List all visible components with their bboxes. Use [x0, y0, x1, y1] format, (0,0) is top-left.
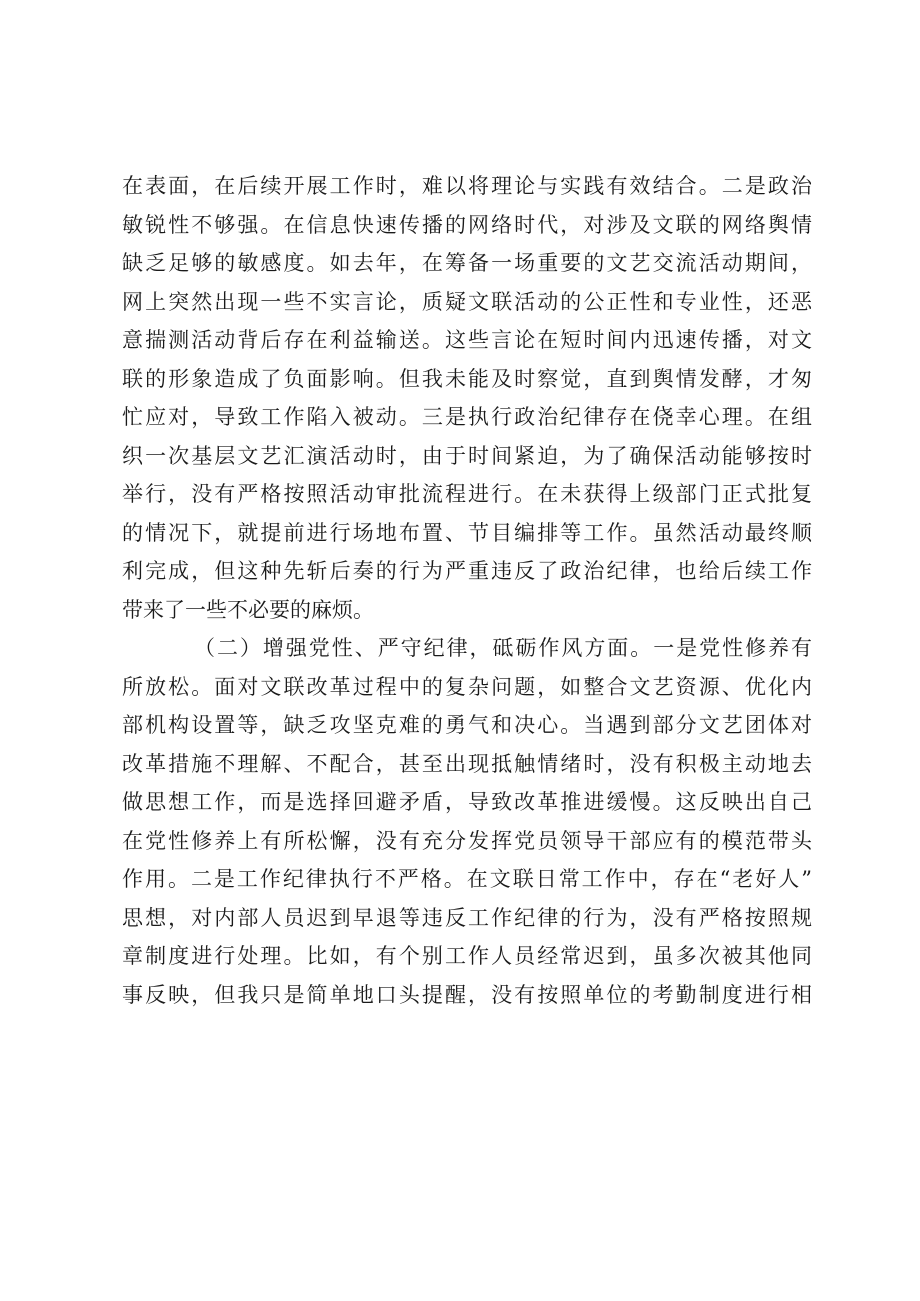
- text-line: 利完成，但这种先斩后奏的行为严重违反了政治纪律，也给后续工作: [122, 559, 812, 583]
- text-line: 缺乏足够的敏感度。如去年，在筹备一场重要的文艺交流活动期间，: [122, 251, 812, 275]
- text-line: 作用。二是工作纪律执行不严格。在文联日常工作中，存在“老好人”: [122, 867, 812, 891]
- text-line: 敏锐性不够强。在信息快速传播的网络时代，对涉及文联的网络舆情: [122, 212, 812, 237]
- text-line: 事反映，但我只是简单地口头提醒，没有按照单位的考勤制度进行相: [122, 982, 812, 1007]
- text-line: 章制度进行处理。比如，有个别工作人员经常迟到，虽多次被其他同: [122, 944, 812, 968]
- text-line: 举行，没有严格按照活动审批流程进行。在未获得上级部门正式批复: [122, 482, 812, 506]
- text-line: 在党性修养上有所松懈，没有充分发挥党员领导干部应有的模范带头: [122, 828, 812, 853]
- text-line: 部机构设置等，缺乏攻坚克难的勇气和决心。当遇到部分文艺团体对: [122, 713, 812, 737]
- text-line: 在表面，在后续开展工作时，难以将理论与实践有效结合。二是政治: [122, 174, 812, 198]
- text-line: 的情况下，就提前进行场地布置、节目编排等工作。虽然活动最终顺: [122, 520, 812, 545]
- text-line: 做思想工作，而是选择回避矛盾，导致改革推进缓慢。这反映出自己: [122, 790, 812, 814]
- text-line: 所放松。面对文联改革过程中的复杂问题，如整合文艺资源、优化内: [122, 674, 812, 699]
- text-line: 网上突然出现一些不实言论，质疑文联活动的公正性和专业性，还恶: [122, 289, 812, 314]
- text-line: 联的形象造成了负面影响。但我未能及时察觉，直到舆情发酵，才匆: [122, 366, 812, 391]
- text-line: 意揣测活动背后存在利益输送。这些言论在短时间内迅速传播，对文: [122, 328, 812, 352]
- body-text: [122, 167, 812, 1014]
- text-line: 忙应对，导致工作陷入被动。三是执行政治纪律存在侥幸心理。在组: [122, 405, 812, 429]
- text-line: 思想，对内部人员迟到早退等违反工作纪律的行为，没有严格按照规: [122, 905, 812, 930]
- text-line: 改革措施不理解、不配合，甚至出现抵触情绪时，没有积极主动地去: [122, 751, 812, 776]
- text-line: 带来了一些不必要的麻烦。: [122, 597, 374, 622]
- section-heading-line: （二）增强党性、严守纪律，砥砺作风方面。一是党性修养有: [194, 636, 812, 660]
- text-line: 织一次基层文艺汇演活动时，由于时间紧迫，为了确保活动能够按时: [122, 443, 812, 468]
